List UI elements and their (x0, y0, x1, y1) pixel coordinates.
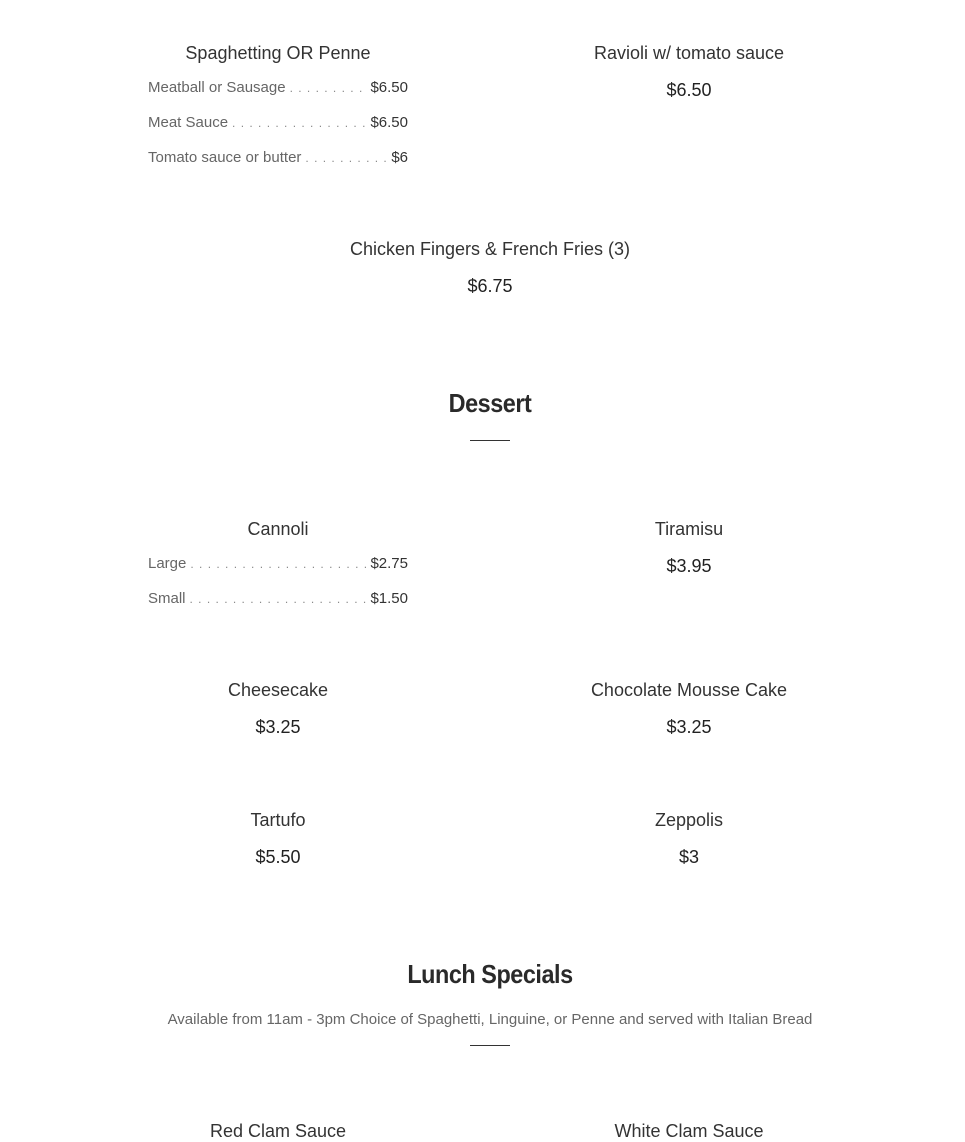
dot-leader (232, 113, 366, 133)
menu-item-title-cheesecake: Cheesecake (227, 680, 329, 700)
section-divider (470, 440, 510, 441)
menu-option-price: $6.50 (370, 114, 408, 131)
menu-item-title-zeppolis: Zeppolis (654, 810, 724, 830)
menu-option-label: Meatball or Sausage (148, 79, 286, 96)
section-description: Available from 11am - 3pm Choice of Spaghetti, Linguine, or Penne and served with Italian Bread (167, 1011, 813, 1028)
dot-leader (290, 78, 367, 98)
menu-item-price-chocolate-mousse-cake: $3.25 (666, 717, 712, 737)
dot-leader (190, 554, 366, 574)
menu-option-row (148, 148, 408, 168)
menu-option-row (148, 78, 408, 98)
menu-option-label: Tomato sauce or butter (148, 149, 302, 166)
menu-option-price: $6.50 (370, 79, 408, 96)
dot-leader (190, 589, 367, 609)
menu-item-title-cannoli: Cannoli (247, 519, 309, 539)
menu-option-row (148, 589, 408, 609)
menu-item-title-chicken-fingers: Chicken Fingers & French Fries (3) (349, 239, 631, 259)
menu-option-price: $6 (391, 149, 408, 166)
menu-option-row (148, 113, 408, 133)
dot-leader (305, 148, 387, 168)
menu-item-price-ravioli: $6.50 (666, 80, 712, 100)
menu-item-title-spaghetti-penne: Spaghetting OR Penne (185, 43, 371, 63)
section-divider (470, 1045, 510, 1046)
menu-option-price: $1.50 (370, 590, 408, 607)
menu-option-price: $2.75 (370, 555, 408, 572)
menu-item-title-white-clam-sauce: White Clam Sauce (614, 1121, 764, 1141)
menu-item-price-cheesecake: $3.25 (255, 717, 301, 737)
menu-item-title-ravioli: Ravioli w/ tomato sauce (593, 43, 785, 63)
menu-item-title-red-clam-sauce: Red Clam Sauce (209, 1121, 347, 1141)
menu-option-label: Meat Sauce (148, 114, 229, 131)
menu-option-row (148, 554, 408, 574)
menu-item-title-chocolate-mousse-cake: Chocolate Mousse Cake (590, 680, 788, 700)
menu-item-price-zeppolis: $3 (678, 847, 700, 867)
menu-option-label: Small (148, 590, 186, 607)
menu-item-title-tartufo: Tartufo (250, 810, 306, 830)
menu-item-title-tiramisu: Tiramisu (654, 519, 724, 539)
section-heading-lunch-specials: Lunch Specials (407, 959, 573, 989)
section-heading-dessert: Dessert (448, 388, 532, 418)
menu-item-price-chicken-fingers: $6.75 (467, 276, 513, 296)
menu-option-label: Large (148, 555, 187, 572)
menu-item-price-tiramisu: $3.95 (666, 556, 712, 576)
menu-item-price-tartufo: $5.50 (255, 847, 301, 867)
